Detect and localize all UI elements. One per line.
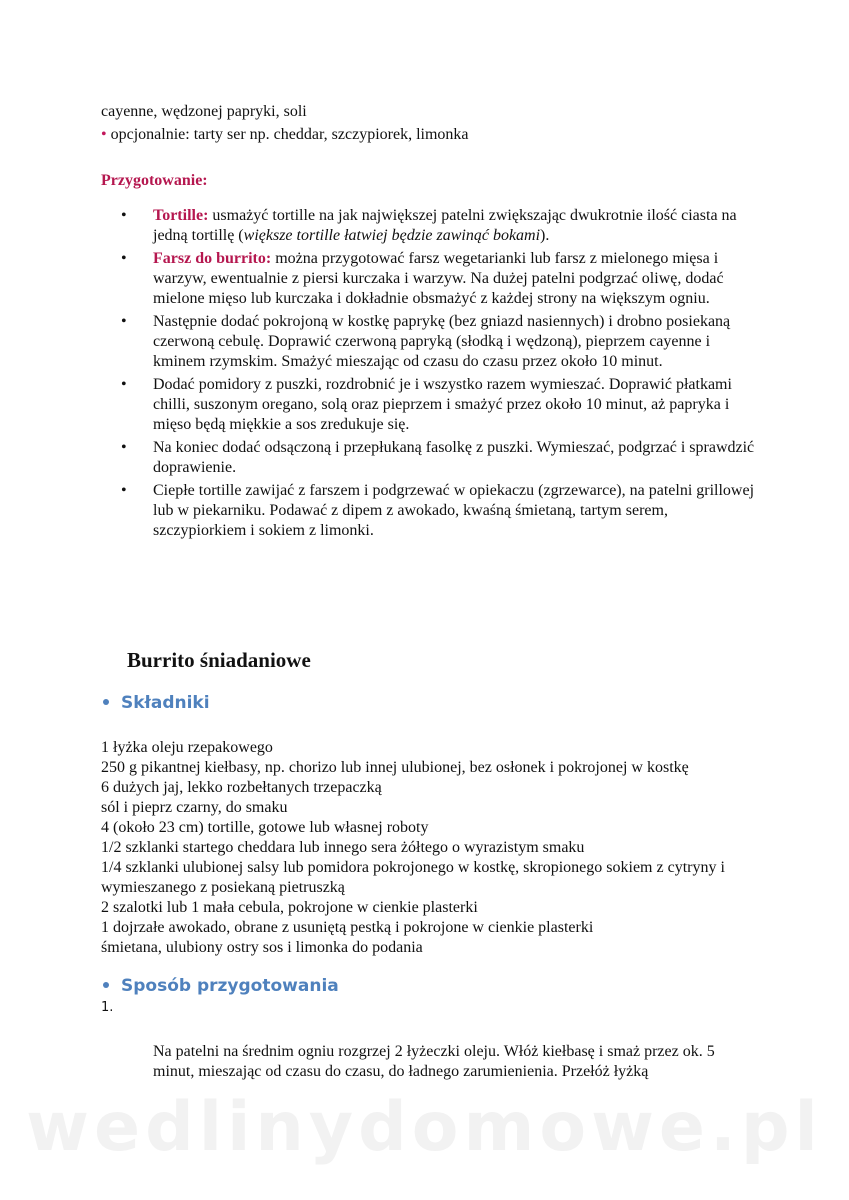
step-number: 1. [101,1000,114,1015]
item-lead: Tortille: [153,207,209,224]
ingredients-heading [101,693,210,713]
list-item [101,249,761,309]
list-item [101,312,761,372]
list-item [101,206,761,246]
item-text: Ciepłe tortille zawijać z farszem i podgrzewać w opiekaczu (zgrzewarce), na patelni grillowej lub w piekarniku. Podawać z dipem z awokado, kwaśną śmietaną, tartym serem, szczypiorkiem i sokiem z limonki. [153,482,755,539]
intro-line-2 [101,125,469,145]
list-item: 1 łyżka oleju rzepakowego [101,739,273,756]
item-text: usmażyć tortille na jak największej patelni zwiększając dwukrotnie ilość ciasta na jedną tortillę ( [153,207,737,244]
ingredients-list [101,738,761,958]
list-item: 4 (około 23 cm) tortille, gotowe lub własnej roboty [101,819,429,836]
list-item: 2 szalotki lub 1 mała cebula, pokrojone w cienkie plasterki [101,899,478,916]
item-text: Następnie dodać pokrojoną w kostkę paprykę (bez gniazd nasiennych) i drobno posiekaną czerwoną cebulę. Doprawić czerwoną papryką (słodką i wędzoną), pieprzem cayenne i kminem rzymskim. Smażyć mieszając od czasu do czasu przez około 10 minut. [153,313,731,370]
preparation-heading: Przygotowanie: [101,172,208,189]
list-item [101,375,761,435]
list-item: 1/4 szklanki ulubionej salsy lub pomidora pokrojonego w kostkę, skropionego sokiem z cytryny i wymieszanego z posiekaną pietruszką [101,859,725,896]
list-item [101,481,761,541]
step-text: Na patelni na średnim ogniu rozgrzej 2 łyżeczki oleju. Włóż kiełbasę i smaż przez ok. 5 minut, mieszając od czasu do czasu, do ładnego zarumienienia. Przełóż łyżką [153,1043,715,1080]
item-text: Na koniec dodać odsączoną i przepłukaną fasolkę z puszki. Wymieszać, podgrzać i sprawdzić doprawienie. [153,439,755,476]
intro-line-1: cayenne, wędzonej papryki, soli [101,103,307,120]
recipe-title: Burrito śniadaniowe [127,648,311,672]
watermark: wedlinydomowe.pl [26,1088,823,1167]
bullet-icon: • [101,126,107,143]
method-heading-text: Sposób przygotowania [121,976,339,996]
bullet-icon [103,699,109,705]
preparation-list [101,206,761,544]
list-item: 6 dużych jaj, lekko rozbełtanych trzepaczką [101,779,382,796]
list-item: 1/2 szklanki startego cheddara lub innego sera żółtego o wyrazistym smaku [101,839,585,856]
intro-line-2-text: opcjonalnie: tarty ser np. cheddar, szczypiorek, limonka [110,126,469,143]
list-item: 1 dojrzałe awokado, obrane z usuniętą pestką i pokrojone w cienkie plasterki [101,919,594,936]
item-text: można przygotować farsz wegetarianki lub farsz z mielonego mięsa i warzyw, ewentualnie z piersi kurczaka i warzyw. Na dużej patelni podgrzać oliwę, dodać mielone mięso lub kurczaka i dokładnie obsmażyć z każdej strony na większym ogniu. [153,250,724,307]
method-heading [101,976,339,996]
ingredients-heading-text: Składniki [121,693,210,713]
list-item: 250 g pikantnej kiełbasy, np. chorizo lub innej ulubionej, bez osłonek i pokrojonej w kostkę [101,759,689,776]
bullet-icon [103,982,109,988]
item-italic: większe tortille łatwiej będzie zawinąć bokami [243,227,541,244]
list-item [101,438,761,478]
item-text: Dodać pomidory z puszki, rozdrobnić je i wszystko razem wymieszać. Doprawić płatkami chilli, suszonym oregano, solą oraz pieprzem i smażyć przez około 10 minut, aż papryka i mięso będą miękkie a sos zredukuje się. [153,376,732,433]
item-lead: Farsz do burrito: [153,250,272,267]
list-item: sól i pieprz czarny, do smaku [101,799,288,816]
item-tail: ). [540,227,550,244]
list-item: śmietana, ulubiony ostry sos i limonka do podania [101,939,423,956]
